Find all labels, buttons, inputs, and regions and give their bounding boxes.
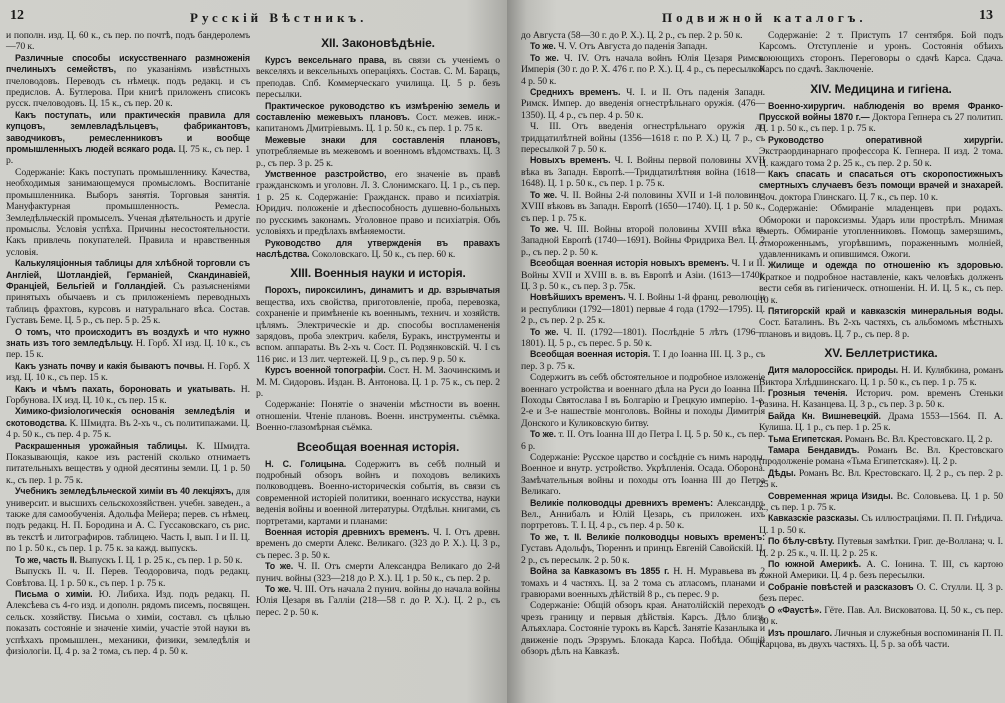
entry-title: Изъ прошлаго. <box>768 627 832 638</box>
catalog-entry <box>521 532 765 566</box>
entry-title: Современная жрица Изиды. <box>768 490 893 501</box>
section-heading: XII. Законовѣдѣніе. <box>321 36 435 50</box>
catalog-entry <box>256 584 500 618</box>
catalog-entry <box>6 53 250 110</box>
page-number: 13 <box>979 8 993 23</box>
catalog-entry <box>256 238 500 261</box>
entry-title: О «Фаустѣ». <box>768 604 822 615</box>
catalog-entry <box>6 441 250 487</box>
entry-title: То же. <box>530 189 557 200</box>
entry-text: Съ иллюстраціями. П. П. Гнѣдича. Ц. 1 р. 50 к. <box>759 513 1003 536</box>
catalog-entry <box>6 384 250 407</box>
entry-title: По бѣлу-свѣту. <box>768 536 835 547</box>
entry-title: Письма о химіи. <box>15 588 93 599</box>
catalog-entry <box>759 30 1003 76</box>
catalog-entry <box>759 468 1003 491</box>
entry-text: Александръ Вел., Аннибалъ и Юлій Цезарь, съ приложен. ихъ портретовъ. Т. I. Ц. 4 р., съ пер. 4 р. 50 к. <box>521 497 765 532</box>
entry-title: Среднихъ временъ. <box>530 87 621 98</box>
catalog-entry <box>6 327 250 361</box>
catalog-entry <box>759 306 1003 340</box>
entry-text: Ц. 75 к., съ пер. 1 р. <box>6 144 250 167</box>
entry-title: Какъ узнать почву и какія бываютъ почвы. <box>15 360 205 371</box>
entry-text: Романъ Вс. Вл. Крестовскаго. Ц. 2 р., съ пер. 2 р. 25 к. <box>759 467 1003 491</box>
entry-title: Всеобщая военная исторія новыхъ временъ. <box>530 258 729 269</box>
entry-text: употребляемые въ межевомъ и военномъ вѣдомствахъ. Ц. 3 р., съ пер. 3 р. 25 к. <box>256 146 500 169</box>
running-head: Русскій Вѣстникъ. <box>190 10 368 25</box>
catalog-entry <box>256 365 500 399</box>
catalog-entry <box>759 605 1003 628</box>
entry-title: Курсъ военной топографіи. <box>265 365 386 376</box>
entry-title: Умственное разстройство, <box>265 169 387 180</box>
entry-text: Краткое и подробное наставленіе, какъ человѣкъ долженъ вести себя въ гигіеническ. отношеніи. Н. И. Ц. 5 к., съ пер. 10 к. <box>759 271 1003 306</box>
catalog-entry <box>6 258 250 326</box>
entry-title: Военная исторія древнихъ временъ. <box>265 527 430 538</box>
catalog-entry <box>759 434 1003 445</box>
entry-title: Дѣды. <box>768 467 796 478</box>
entry-text: Н. Горбунова. IX изд. Ц. 10 к., съ пер. 15 к. <box>6 383 250 406</box>
catalog-column <box>521 30 765 657</box>
entry-title: Различные способы искусственнаго размноженія пчелиныхъ семействъ, <box>6 52 250 75</box>
entry-text: Ч. V. Отъ Августа до паденія Западн. <box>558 41 708 53</box>
entry-text: К. Шмидта. Показывающія, какое изъ растеній сколько отнимаетъ питательныхъ веществъ у одной десятины земли. Ц. 1 р. 50 к., съ пер. 1 р. 75 к. <box>6 440 250 486</box>
catalog-entry <box>521 566 765 600</box>
entry-text: Н. Н. Муравьева въ 2 томахъ и 4 частяхъ. Ц. за 2 тома съ атласомъ, планами и гравюрами военныхъ дѣйствій 8 р., съ перес. 9 р. <box>521 566 766 600</box>
entry-text: Соч. доктора Глинскаго. Ц. 7 к., съ пер. 10 к. <box>759 191 938 203</box>
entry-text: Ч. I и II. Войны XVII и XVIII в. в. въ Европѣ и Азіи. (1613—1740). Ц. 3 р. 50 к., съ пер. 3 р. 75к. <box>521 258 765 292</box>
entry-text: Выпускъ II. ч. II. Перев. Теодоровича, подъ редакц. Совѣтова. Ц. 1 р. 50 к., съ пер. 1 р. 75 к. <box>6 566 250 589</box>
catalog-entry <box>521 224 765 258</box>
entry-title: То же. <box>265 584 292 595</box>
entry-title: То же. <box>530 429 556 440</box>
catalog-entry <box>521 190 765 224</box>
entry-title: Тамара Бендавидъ. <box>768 445 860 455</box>
entry-title: Учебникъ земледѣльческой химіи въ 40 лекціяхъ, <box>15 486 234 497</box>
catalog-entry <box>521 452 765 498</box>
catalog-column <box>256 30 500 618</box>
entry-text: Содержаніе: Обмираніе младенцевъ при родахъ. Обмороки и пароксизмы. Ударъ или прострѣлъ. Мнимая смерть. Обмираніе утопленниковъ. Помощь замерзшимъ, отмороженнымъ, угорѣвшимъ, пораженнымъ молніей, удавленникамъ и опившимся. Ожоги. <box>759 203 1003 260</box>
entry-title: Н. С. Голицына. <box>265 458 347 469</box>
catalog-entry <box>521 258 765 292</box>
entry-title: Пятигорскій край и кавказскія минеральныя воды. <box>768 305 1003 316</box>
entry-text: Гёте. Пав. Ал. Висковатова. Ц. 50 к., съ пер. 60 к. <box>759 604 1003 628</box>
section-heading: XIII. Военныя науки и исторія. <box>290 266 466 281</box>
entry-text: Ч. I. Отъ древн. временъ до смерти Алекс. Великаго. (323 до Р. Х.). Ц. 3 р., съ перес. 3 р. 50 к. <box>256 527 500 561</box>
entry-title: Байда Кн. Вишневецкій. <box>768 410 881 421</box>
entry-text: т. II. Отъ Іоанна III до Петра I. Ц. 5 р. 50 к., съ пер. 6 р. <box>521 429 765 452</box>
catalog-entry <box>6 361 250 384</box>
catalog-entry <box>521 498 765 532</box>
entry-title: Новѣйшихъ временъ. <box>530 292 626 303</box>
catalog-entry <box>759 388 1003 411</box>
catalog-entry <box>256 561 500 584</box>
section-heading: Всеобщая военная исторія. <box>296 439 460 454</box>
catalog-entry <box>256 169 500 237</box>
entry-text: Ч. II. (1792—1801). Послѣдніе 5 лѣтъ (1796—1801). Ц. 5 р., съ перес. 5 р. 50 к. <box>521 326 765 349</box>
entry-text: Ч. III. Отъ начала 2 пунич. войны до начала войны Юлія Цезаря въ Галліи (218—58 г. до Р. Х.). Ц. 2 р., съ перес. 2 р. 50 к. <box>256 584 500 618</box>
entry-text: Ч. I. Войны первой половины XVII вѣка въ Западн. Европѣ.—Тридцатилѣтняя война (1618—1648). Ц. 1 р. 50 к., съ пер. 1 р. 75 к. <box>521 155 765 190</box>
entry-text: Личныя и служебныя воспоминанія П. П. Карцова, въ двухъ частяхъ. Ц. 5 р. за обѣ части. <box>759 627 1003 650</box>
entry-text: Содержаніе: Русское царство и сосѣдніе съ нимъ народы. Военное и внутр. устройство. Укрѣпленія. Осада. Оборона. Замѣчательныя войны и походы отъ Іоанна III до Петра Великаго. <box>521 452 765 498</box>
entry-title: То же, т. II. Великіе полководцы новыхъ временъ: <box>530 531 765 542</box>
entry-title: Раскрашенныя урожайныя таблицы. <box>15 440 188 451</box>
entry-text: Ч. II. Отъ смерти Александра Великаго до 2-й пунич. войны (323—218 до Р. Х.). Ц. 1 р. 50 к., съ пер. 2 р. <box>256 561 500 584</box>
entry-text: Н. Горб. XI изд. Ц. 10 к., съ пер. 15 к. <box>6 337 250 361</box>
entry-text: Т. I до Іоанна III. Ц. 3 р., съ пер. 3 р. 75 к. <box>521 349 765 372</box>
entry-title: Грозныя теченія. <box>768 387 848 398</box>
entry-title: Руководство оперативной хирургіи. <box>768 134 1003 145</box>
entry-title: То же. <box>530 52 559 63</box>
entry-text: Сост. Баталинъ. Въ 2-хъ частяхъ, съ альбомомъ мѣстныхъ плановъ и видовъ. Ц. 7 р., съ пер. 8 р. <box>759 317 1003 340</box>
entry-text: Ч. IV. Отъ начала войнъ Юлія Цезаря Римск. Имперія (30 г. до Р. Х. 476 г. по Р. Х.). Ц. 4 р., съ пересылкой 4 р. 50 к. <box>521 52 765 87</box>
entry-title: Тьма Египетская. <box>768 433 843 444</box>
catalog-entry <box>521 292 765 326</box>
entry-title: По южной Америкѣ. <box>768 559 861 570</box>
entry-text: по указаніямъ извѣстныхъ пчеловодовъ. Переводъ съ нѣмецк. подъ редакц. и съ предислов. А. Бутлерова. При книгѣ приложенъ списокъ русск. пчеловодовъ. Ц. 15 к., съ пер. 20 к. <box>6 64 250 110</box>
catalog-entry <box>521 53 765 87</box>
catalog-entry <box>521 121 765 155</box>
entry-text: его значеніе въ правѣ гражданскомъ и уголовн. Л. З. Слонимскаго. Ц. 1 р., съ пер. 1 р. 25 к. Содержаніе: Гражданск. право и психіатрія. Юридич. положеніе и дѣеспособность душевно-больныхъ по русскимъ законамъ. Уголовное право и психіатрія. Объ условіяхъ и предѣлахъ вмѣняемости. <box>256 169 500 238</box>
entry-title: Новыхъ временъ. <box>530 155 611 166</box>
catalog-entry <box>759 628 1003 651</box>
entry-text: Вс. Соловьева. Ц. 1 р. 50 к., съ пер. 1 р. 75 к. <box>759 490 1003 514</box>
catalog-entry <box>759 169 1003 203</box>
catalog-entry <box>521 372 765 429</box>
entry-title: То же. <box>530 223 559 234</box>
entry-text: Ю. Либиха. Изд. подъ редакц. П. Алексѣева съ 4-го изд. и дополн. рядомъ писемъ, посвящен. сельск. хозяйству. Письма о химіи, составл. съ цѣлью показать состояніе и значеніе химіи, участіе этой науки въ успѣхахъ промышлен., механики, физики, земледѣлія и физіологіи. Ц. 4 р. за 2 тома, съ пер. 4 р. 50 к. <box>6 588 250 657</box>
section-heading: XIV. Медицина и гигіена. <box>810 81 952 96</box>
entry-title: Какъ спасать и спасаться отъ скоропостижныхъ смертныхъ случаевъ безъ помощи врачей и знахарей. <box>759 169 1003 191</box>
entry-title: То же, часть II. <box>15 554 77 565</box>
entry-text: О. С. Стулли. Ц. 3 р. безъ перес. <box>759 581 1003 605</box>
page-number: 12 <box>10 8 24 23</box>
entry-title: О томъ, что происходитъ въ воздухѣ и что нужно знать изъ того земледѣльцу. <box>6 326 250 348</box>
entry-title: Война за Кавказомъ въ 1855 г. <box>530 566 670 577</box>
entry-title: Курсъ вексельнаго права, <box>265 55 387 65</box>
entry-text: Соколовскаго. Ц. 50 к., съ пер. 60 к. <box>311 248 456 260</box>
catalog-entry <box>6 589 250 657</box>
entry-title: Химико-физіологическія основанія земледѣлія и скотоводства. <box>6 406 250 428</box>
catalog-entry <box>759 260 1003 306</box>
catalog-entry <box>256 399 500 433</box>
running-head: Подвижной каталогъ. <box>662 10 867 25</box>
catalog-entry <box>256 285 500 365</box>
entry-text: К. Шмидта. Въ 2-хъ ч., съ политипажами. Ц. 4 р. 50 к., съ пер. 4 р. 75 к. <box>6 417 250 441</box>
catalog-entry <box>256 459 500 527</box>
entry-text: Драма 1553—1564. П. А. Кулиша. Ц. 1 р., съ пер. 1 р. 25 к. <box>759 410 1003 434</box>
catalog-entry <box>759 101 1003 135</box>
catalog-entry <box>759 365 1003 388</box>
entry-text: Сост. Н. М. Заочинскимъ и М. М. Сидоровъ. Издан. В. Антонова. Ц. 1 р. 75 к., съ пер. 2 р. <box>256 365 500 399</box>
entry-title: Собраніе повѣстей и разсказовъ <box>768 581 914 592</box>
catalog-entry <box>759 445 1003 468</box>
entry-text: Ч. III. Войны второй половины XVIII вѣка въ Западной Европѣ (1740—1691). Войны Фридриха Вел. Ц. 2 р., съ пер. 2 р. 50 к. <box>521 223 765 258</box>
entry-text: Путевыя замѣтки. Григ. де-Воллана; ч. I. Ц. 2 р. 25 к., ч. II. Ц. 2 р. 25 к. <box>759 536 1004 559</box>
catalog-entry <box>759 491 1003 514</box>
entry-text: Содержаніе: Общій обзоръ края. Анатолійскій переходъ чрезъ границу и первыя дѣйствія. Карсъ. Дѣло близь Алъяхлара. Состояніе турокъ въ Карсѣ. Занятіе Казанлыка и движеніе подъ Эрзрумъ. Блокада Карса. Побѣда. Общій обзоръ дѣлъ на Кавказѣ. <box>521 600 765 657</box>
entry-text: Выпускъ I. Ц. 1 р. 25 к., съ пер. 1 р. 50 к. <box>79 554 243 566</box>
catalog-entry <box>6 566 250 589</box>
catalog-entry <box>521 41 765 52</box>
entry-text: Сост. межев. инж.-капитаномъ Дмитріевымъ. Ц. 1 р. 50 к., съ пер. 1 р. 75 к. <box>256 112 500 135</box>
entry-text: вещества, ихъ свойства, приготовленіе, проба, перевозка, сохраненіе и примѣненіе къ военнымъ, технич. и хозяйств. цѣлямъ. Электрическіе и др. способы воспламененія зарядовъ, проба электрич. кабеля, Буракъ, инструменты и вспом. аппараты. Въ 2-хъ ч. Сост. П. Родзянковскій. Ч. I съ 116 рис. и 13 лит. чертежей. Ц. 9 р., съ пер. 9 р. 50 к. <box>256 296 500 365</box>
entry-title: Кавказскіе разсказы. <box>768 513 859 524</box>
catalog-entry <box>6 167 250 258</box>
section-heading: XV. Беллетристика. <box>824 346 938 361</box>
entry-text: Содержитъ въ себѣ обстоятельное и подробное изложеніе военнаго устройства и военнаго дѣла на Руси до Іоанна III. Походы Святослава I въ Болгарію и Грецкую имперію. 1-е, 2-е и 3-е нашествіе монголовъ. Войны и походы Димитрія Донского и Куликовскую битву. <box>521 372 765 429</box>
catalog-entry <box>759 582 1003 605</box>
entry-text: Съ разъясненіями принятыхъ обычаевъ и съ приложеніемъ переводныхъ таблицъ фрахтовъ, курсовъ и натуральнаго вѣса. Состав. Густавъ Беме. Ц. 5 р., съ пер. 5 р. 25 к. <box>6 280 251 327</box>
entry-text: въ связи съ ученіемъ о векселяхъ и вексельныхъ операціяхъ. Состав. С. М. Барацъ, преподав. Спб. Коммерческаго училища. Ц. 5 р. безъ пересылки. <box>256 55 500 101</box>
catalog-column <box>6 30 250 657</box>
catalog-entry <box>521 30 765 41</box>
entry-text: Романъ Вс. Вл. Крестовскаго (продолженіе романа «Тьма Египетская»). Ц. 2 р. <box>759 445 1003 468</box>
catalog-entry <box>521 327 765 350</box>
catalog-entry <box>6 406 250 440</box>
entry-title: То же. <box>265 561 294 572</box>
entry-text: Ч. III. Отъ введенія огнестрѣльнаго оружія до тридцатилѣтней войны (1356—1618 г. по Р. Х.) Ц. 7 р., съ пересылкой 7 р. 50 к. <box>521 121 765 156</box>
entry-text: Н. Горб. X изд. Ц. 10 к., съ пер. 15 к. <box>6 360 250 384</box>
entry-text: Ч. I. и II. Отъ паденія Западн. Римск. Импер. до введенія огнестрѣльнаго оружія. (476—1350). Ц. 4 р., съ пер. 4 р. 50 к. <box>521 87 766 121</box>
entry-text: и пополн. изд. Ц. 60 к., съ пер. по почтѣ, подъ бандеролемъ—70 к. <box>6 30 250 53</box>
entry-title: Великіе полководцы древнихъ временъ: <box>530 497 714 508</box>
catalog-entry <box>521 349 765 372</box>
catalog-entry <box>256 527 500 561</box>
catalog-entry <box>6 30 250 53</box>
entry-text: для университ. и высшихъ сельскохозяйствен. учебн. заведен., а также для самообученія. Адольфа Мейера; перев. съ нѣмец. подъ редакц. Н. П. Бородина и А. С. Гуссаковскаго, съ рис. въ текстѣ и литографиров. таблицею. Часть I, вып. I и II. Ц. по 1 р. 50 к., съ пер. 1 р. 75 к. за кажд. выпускъ. <box>6 486 250 555</box>
catalog-entry <box>521 155 765 189</box>
entry-text: Экстраординарнаго профессора К. Гепнера. II изд. 2 тома. Ц. каждаго тома 2 р. 25 к., съ пер. 2 р. 50 к. <box>759 146 1003 169</box>
entry-title: Межевые знаки для составленія плановъ, <box>265 134 500 145</box>
entry-text: Густавъ Адольфъ, Тюреннъ и принцъ Евгеній Савойскій. Ц. 2 р., съ пересылк. 2 р. 50 к. <box>521 543 765 566</box>
catalog-entry <box>256 135 500 169</box>
catalog-entry <box>759 536 1003 559</box>
right-page <box>507 0 1005 703</box>
entry-title: Жилище и одежда по отношенію къ здоровью. <box>768 260 1003 271</box>
entry-title: Какъ и чѣмъ пахать, бороновать и укатывать. <box>15 383 236 394</box>
entry-text: А. С. Іонина. Т. III, съ картою южной Америки. Ц. 4 р. безъ пересылки. <box>759 559 1003 582</box>
entry-title: Какъ поступать, или практическія правила для купцовъ, землевладѣльцевъ, фабрикантовъ, заводчиковъ, ремесленниковъ и вообще промышленныхъ людей всякаго рода. <box>6 109 250 155</box>
catalog-entry <box>6 486 250 554</box>
entry-title: То же. <box>530 41 556 52</box>
entry-title: То же. <box>530 326 559 337</box>
catalog-column <box>759 30 1003 650</box>
catalog-entry <box>256 101 500 135</box>
catalog-entry <box>759 411 1003 434</box>
catalog-entry <box>6 555 250 566</box>
catalog-entry <box>256 55 500 101</box>
entry-text: Ч. I. Войны 1-й франц. революціи и республики (1792—1801) первые 4 года (1792—1795). Ц. 2 р., съ пер. 2 р. 25 к. <box>521 292 765 327</box>
catalog-entry <box>759 559 1003 582</box>
entry-text: Н. И. Кулябкина, романъ Виктора Хлѣдшинскаго. Ц. 1 р. 50 к., съ пер. 1 р. 75 к. <box>759 365 1003 388</box>
entry-text: Содержитъ въ себѣ полный и подробный обзоръ войнъ и походовъ великихъ полководцевъ. Военно-историческія событія, въ связи съ современной исторіей политики, военнаго искусства, науки веденія войны и военной литературы. Отдѣльн. книгами, съ портретами, картами и планами: <box>256 458 500 527</box>
catalog-entry <box>759 203 1003 260</box>
entry-text: Историч. ром. временъ Стеньки Разина. Н. Казанцева. Ц. 3 р., съ пер. 3 р. 50 к. <box>759 387 1003 411</box>
entry-title: Руководство для утвержденія въ правахъ наслѣдства. <box>256 237 500 259</box>
entry-text: Содержаніе: Понятіе о значеніи мѣстности въ военн. отношеніи. Чтеніе плановъ. Военн. инструменты. съёмка. Военно-глазомѣрная съёмка. <box>256 399 500 434</box>
catalog-entry <box>521 600 765 657</box>
catalog-entry <box>521 429 765 452</box>
catalog-entry <box>759 513 1003 536</box>
entry-text: Содержаніе: 2 т. Приступъ 17 сентября. Бой подъ Карсомъ. Отступленіе и уронъ. Состоянія обѣихъ воюющихъ сторонъ. Переговоры о сдачѣ Карса. Сдача. Карсъ по сдачѣ. Заключеніе. <box>759 30 1003 76</box>
entry-text: до Августа (58—30 г. до Р. Х.). Ц. 2 р., съ пер. 2 р. 50 к. <box>521 30 743 41</box>
entry-title: Всеобщая военная исторія. <box>530 349 651 360</box>
entry-title: Дитя малороссійск. природы. <box>768 365 899 376</box>
catalog-entry <box>521 87 765 121</box>
entry-title: Практическое руководство къ измѣренію земель и составленію межевыхъ плановъ. <box>256 100 500 123</box>
entry-text: Романъ Вс. Вл. Крестовскаго. Ц. 2 р. <box>844 433 993 445</box>
entry-title: Порохъ, пироксилинъ, динамитъ и др. взрывчатыя <box>265 285 500 296</box>
catalog-entry <box>759 135 1003 169</box>
entry-text: Доктора Гепнера съ 27 политип. Ц. 1 р. 50 к., съ пер. 1 р. 75 к. <box>759 112 1003 135</box>
catalog-entry <box>6 110 250 167</box>
entry-text: Ч. II. Войны 2-й половины XVII и 1-й половины XVIII вѣковъ въ Западн. Европѣ (1650—1740). Ц. 1 р. 50 к., съ пер. 1 р. 75 к. <box>521 189 765 224</box>
entry-title: Военно-хирургич. наблюденія во время Франко-Прусской войны 1870 г.— <box>759 100 1003 123</box>
entry-text: Содержаніе: Какъ поступать промышленнику. Качества, необходимыя занимающемуся промысломъ. Воспитаніе промышленника. Выборъ занятія. Торговыя занятія. Мануфактурная промышленность. Ремесла. Земледѣльческій промыселъ. Ученая дѣятельность и другіе промыслы. Условія успѣха. Причины несостоятельности. Какъ привлечь покупателей. Правила и нравственныя условія. <box>6 166 250 258</box>
entry-title: Калькуляціонныя таблицы для хлѣбной торговли съ Англіей, Шотландіей, Германіей, Скандинавіей, Франціей, Бельгіей и Голландіей. <box>6 258 250 291</box>
